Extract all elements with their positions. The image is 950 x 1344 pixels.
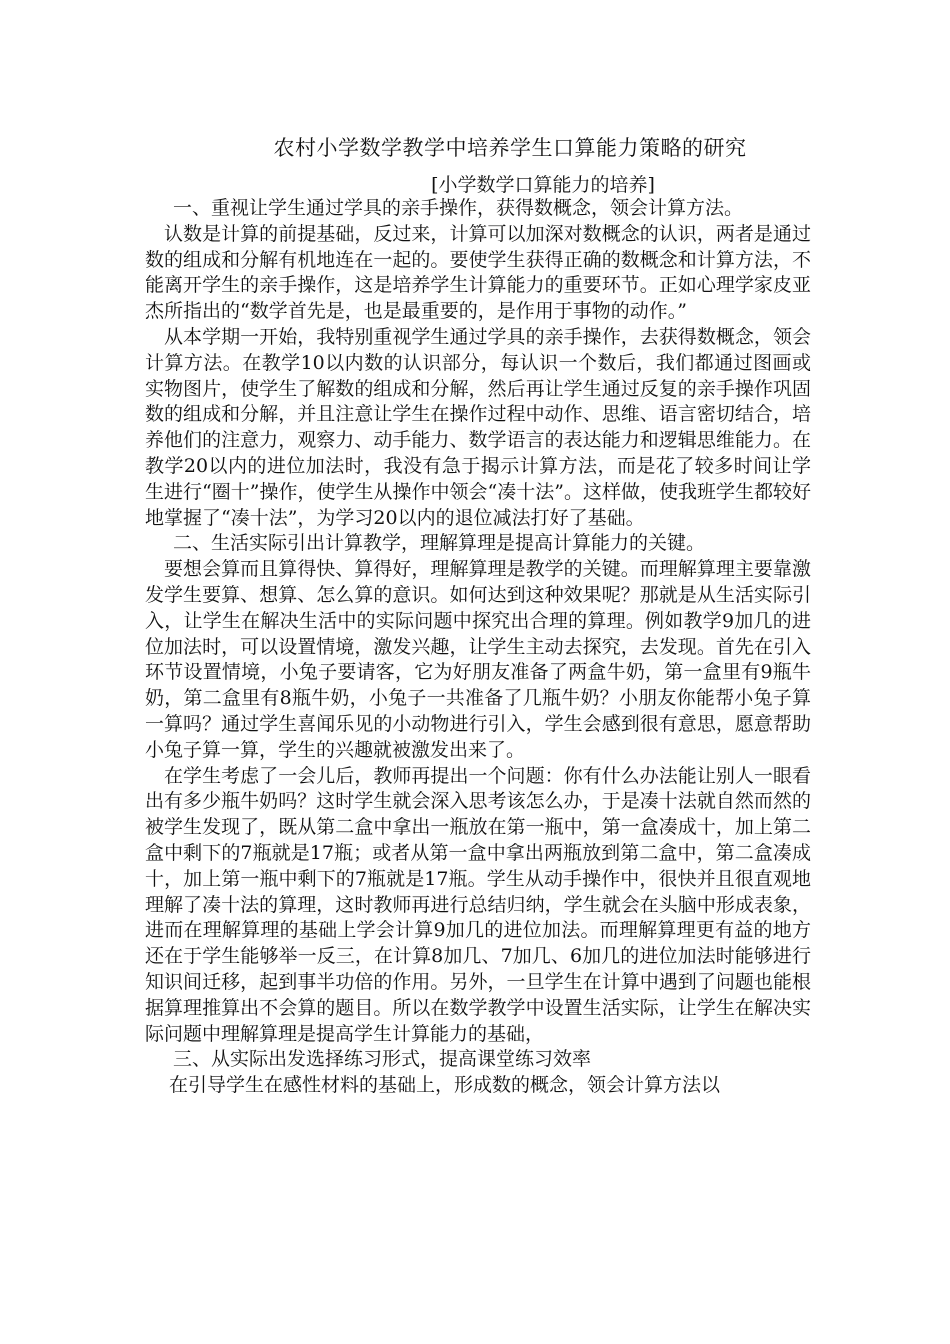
section-3-paragraph-1: 在引导学生在感性材料的基础上，形成数的概念，领会计算方法以 (169, 1074, 721, 1097)
section-1-paragraph-1: 认数是计算的前提基础，反过来，计算可以加深对数概念的认识，两者是通过数的组成和分解有机地连在一起的。要使学生获得正确的数概念和计算方法，不能离开学生的亲手操作，这是培养学生计算能力的重要环节。正如心理学家皮亚杰所指出的“数学首先是，也是最重要的，是作用于事物的动作。” (145, 222, 811, 323)
section-2-paragraph-1: 要想会算而且算得快、算得好，理解算理是教学的关键。而理解算理主要靠激发学生要算、想算、怎么算的意识。如何达到这种效果呢？那就是从生活实际引入，让学生在解决生活中的实际问题中探究出合理的算理。例如教学9加几的进位加法时，可以设置情境，激发兴趣，让学生主动去探究，去发现。首先在引入环节设置情境，小兔子要请客，它为好朋友准备了两盒牛奶，第一盒里有9瓶牛奶，第二盒里有8瓶牛奶，小兔子一共准备了几瓶牛奶？小朋友你能帮小兔子算一算吗？通过学生喜闻乐见的小动物进行引入，学生会感到很有意思，愿意帮助小兔子算一算，学生的兴趣就被激发出来了。 (145, 558, 811, 761)
document-subtitle: [小学数学口算能力的培养] (431, 174, 655, 196)
section-1-heading: 一、重视让学生通过学具的亲手操作，获得数概念，领会计算方法。 (173, 197, 744, 219)
section-2-heading: 二、生活实际引出计算教学，理解算理是提高计算能力的关键。 (173, 532, 706, 555)
document-title: 农村小学数学教学中培养学生口算能力策略的研究 (273, 136, 747, 160)
section-2-paragraph-2: 在学生考虑了一会儿后，教师再提出一个问题：你有什么办法能让别人一眼看出有多少瓶牛奶吗？这时学生就会深入思考该怎么办，于是凑十法就自然而然的被学生发现了，既从第二盒中拿出一瓶放在第一瓶中，第一盒凑成十，加上第二盒中剩下的7瓶就是17瓶；或者从第一盒中拿出两瓶放到第二盒中，第二盒凑成十，加上第一瓶中剩下的7瓶就是17瓶。学生从动手操作中，很快并且很直观地理解了凑十法的算理，这时教师再进行总结归纳，学生就会在头脑中形成表象，进而在理解算理的基础上学会计算9加几的进位加法。而理解算理更有益的地方还在于学生能够举一反三，在计算8加几、7加几、6加几的进位加法时能够进行知识间迁移，起到事半功倍的作用。另外，一旦学生在计算中遇到了问题也能根据算理推算出不会算的题目。所以在数学教学中设置生活实际，让学生在解决实际问题中理解算理是提高学生计算能力的基础， (145, 764, 811, 1045)
document-page (145, 132, 811, 1099)
section-3-heading: 三、从实际出发选择练习形式，提高课堂练习效率 (173, 1048, 592, 1071)
section-1-paragraph-2: 从本学期一开始，我特别重视学生通过学具的亲手操作，去获得数概念，领会计算方法。在教学10以内数的认识部分，每认识一个数后，我们都通过图画或实物图片，使学生了解数的组成和分解，然后再让学生通过反复的亲手操作巩固数的组成和分解，并且注意让学生在操作过程中动作、思维、语言密切结合，培养他们的注意力，观察力、动手能力、数学语言的表达能力和逻辑思维能力。在教学20以内的进位加法时，我没有急于揭示计算方法，而是花了较多时间让学生进行“圈十”操作，使学生从操作中领会“凑十法”。这样做，使我班学生都较好地掌握了“凑十法”，为学习20以内的退位减法打好了基础。 (145, 325, 811, 529)
